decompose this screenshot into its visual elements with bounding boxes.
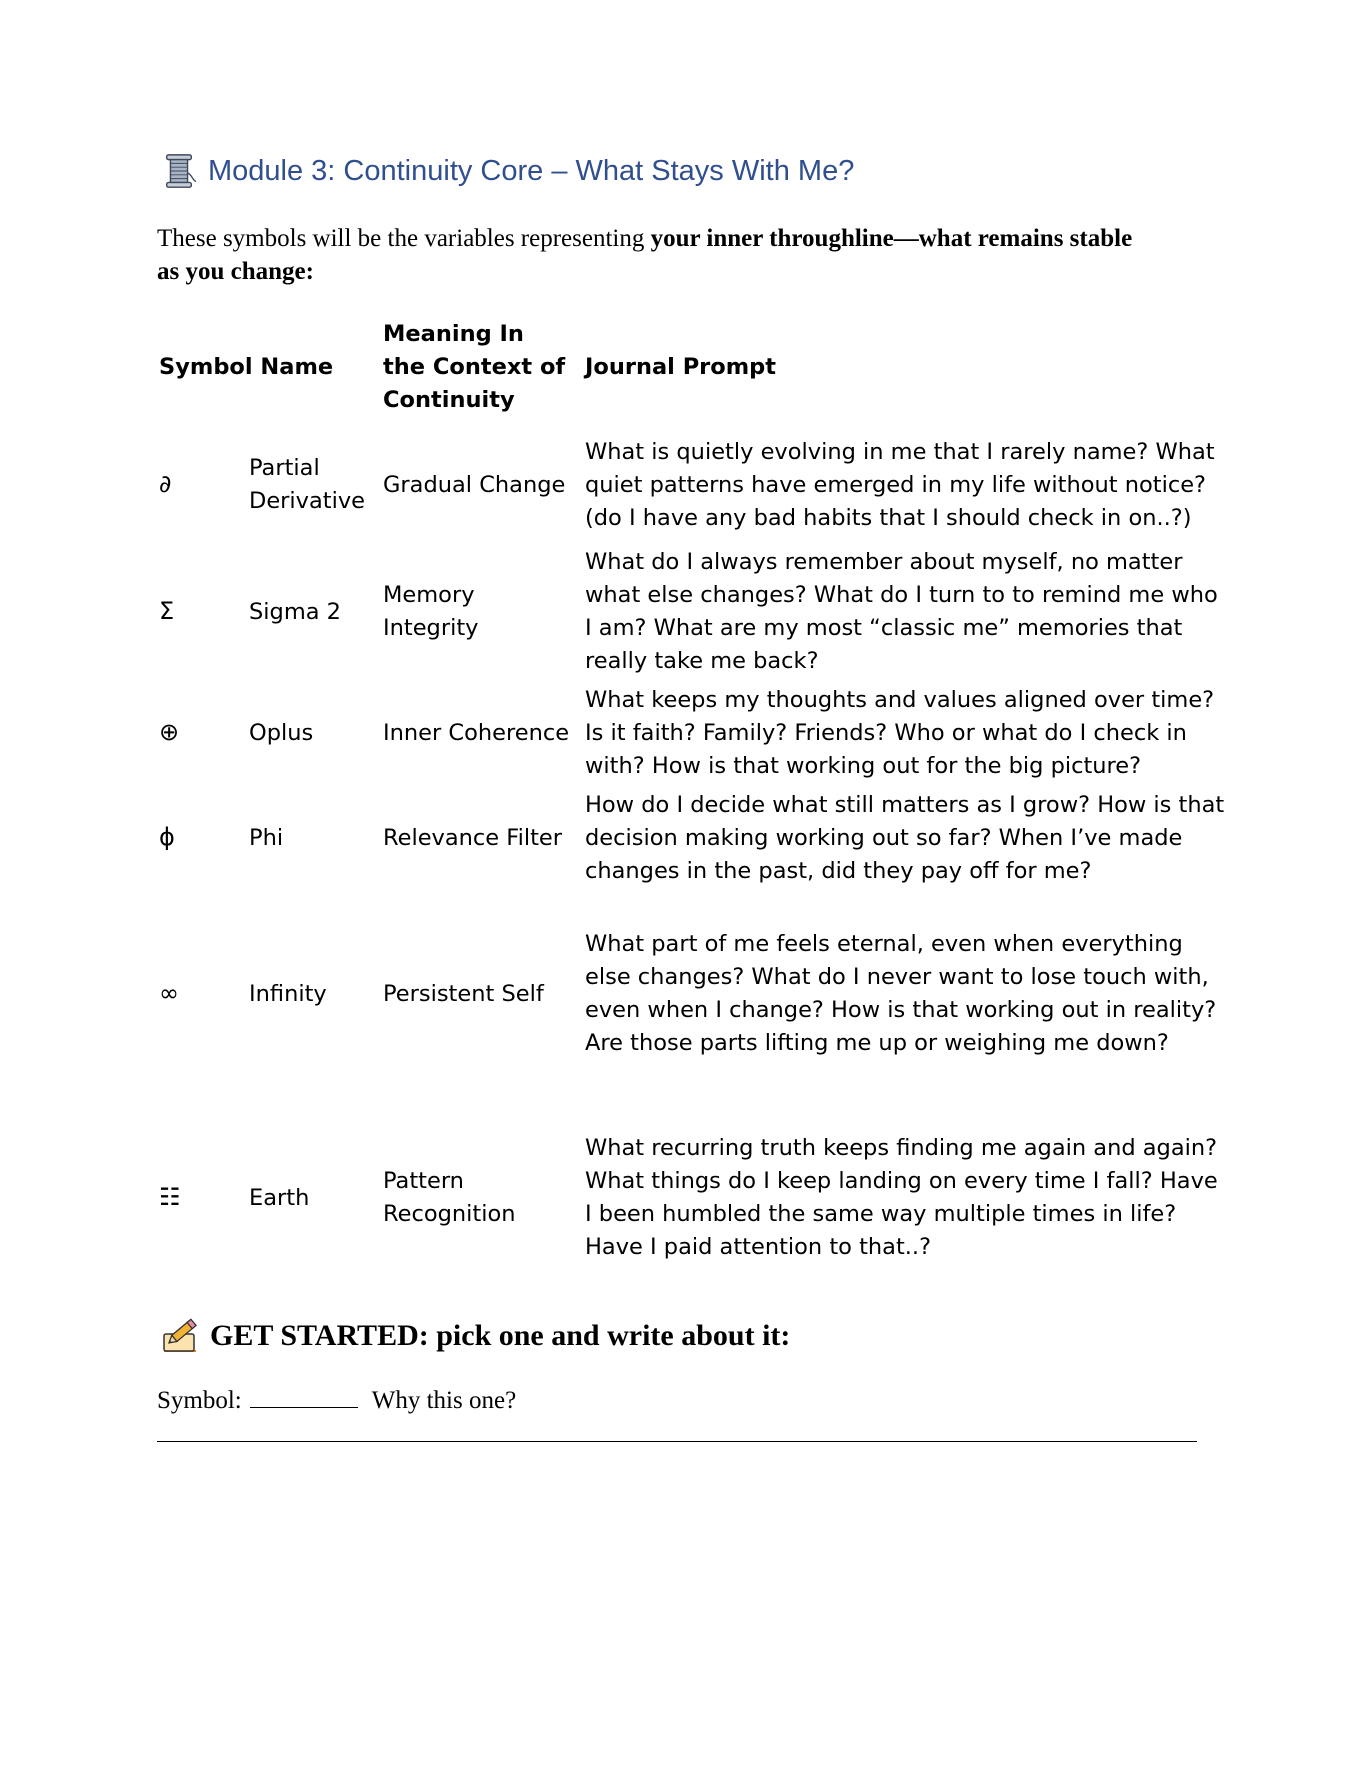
table-row bbox=[153, 681, 1231, 785]
symbol-name-cell: Sigma 2 bbox=[249, 598, 341, 625]
pencil-writing-icon bbox=[160, 1318, 200, 1354]
symbol-name-cell: Partial Derivative bbox=[249, 455, 366, 514]
why-label: Why this one? bbox=[371, 1387, 517, 1414]
module-title-text: Module 3: Continuity Core – What Stays With Me? bbox=[208, 154, 855, 187]
module-title bbox=[160, 152, 854, 190]
prompt-cell: What keeps my thoughts and values aligned over time? Is it faith? Family? Friends? Who or what do I check in with? How is that working out for the big picture? bbox=[585, 686, 1215, 779]
prompt-cell: What do I always remember about myself, no matter what else changes? What do I turn to to remind me who I am? What are my most “classic me” memories that really take me back? bbox=[585, 549, 1218, 674]
symbol-cell bbox=[153, 427, 243, 543]
symbol-cell bbox=[153, 1097, 243, 1299]
infinity-symbol: ∞ bbox=[159, 979, 179, 1007]
spool-of-thread-icon bbox=[160, 152, 198, 190]
get-started-text: GET STARTED: pick one and write about it: bbox=[210, 1319, 791, 1352]
table-row bbox=[153, 543, 1231, 681]
meaning-cell: Memory Integrity bbox=[383, 582, 479, 641]
prompt-cell: What part of me feels eternal, even when everything else changes? What do I never want to lose touch with, even when I change? How is that working out in reality? Are those parts lifting me up or weighing me down? bbox=[585, 931, 1217, 1056]
intro-text: These symbols will be the variables representing bbox=[157, 225, 651, 252]
table-row bbox=[153, 427, 1231, 543]
header-symbol-name: Symbol Name bbox=[159, 354, 334, 380]
symbol-name-cell: Earth bbox=[249, 1184, 310, 1211]
symbol-cell bbox=[153, 543, 243, 681]
prompt-cell: What recurring truth keeps finding me again and again? What things do I keep landing on every time I fall? Have I been humbled the same way multiple times in life? Have I paid attention to that..? bbox=[585, 1135, 1218, 1260]
symbol-blank-field[interactable] bbox=[250, 1385, 358, 1408]
earth-trigram-symbol: ☷ bbox=[159, 1183, 181, 1211]
header-meaning bbox=[377, 318, 579, 427]
meaning-cell: Pattern Recognition bbox=[383, 1168, 516, 1227]
symbol-name-cell: Infinity bbox=[249, 980, 327, 1007]
table-row bbox=[153, 785, 1231, 891]
intro-paragraph bbox=[157, 222, 1137, 288]
meaning-cell: Gradual Change bbox=[383, 471, 566, 498]
get-started-heading bbox=[160, 1318, 790, 1354]
header-journal-prompt: Journal Prompt bbox=[585, 354, 777, 380]
header-meaning-text: Meaning In the Context of Continuity bbox=[383, 321, 566, 413]
prompt-cell: How do I decide what still matters as I grow? How is that decision making working out so far? When I’ve made changes in the past, did they pay off for me? bbox=[585, 791, 1225, 884]
meaning-cell: Relevance Filter bbox=[383, 824, 563, 851]
symbol-name-cell: Phi bbox=[249, 824, 284, 851]
symbol-cell bbox=[153, 891, 243, 1097]
phi-symbol: ϕ bbox=[159, 823, 175, 851]
answer-blank-line[interactable] bbox=[157, 1441, 1197, 1442]
table-header-row bbox=[153, 318, 1231, 427]
sigma-symbol: Σ bbox=[159, 597, 175, 625]
oplus-symbol: ⊕ bbox=[159, 718, 180, 746]
meaning-cell: Inner Coherence bbox=[383, 719, 570, 746]
table-row bbox=[153, 1097, 1231, 1299]
symbol-name-cell: Oplus bbox=[249, 719, 314, 746]
symbol-cell bbox=[153, 681, 243, 785]
symbol-answer-row bbox=[157, 1385, 516, 1415]
symbol-cell bbox=[153, 785, 243, 891]
partial-derivative-symbol: ∂ bbox=[159, 470, 172, 498]
intro-bold-text: your inner throughline—what remains stable as you change: bbox=[157, 225, 1133, 285]
prompt-cell: What is quietly evolving in me that I rarely name? What quiet patterns have emerged in my life without notice? (do I have any bad habits that I should check in on..?) bbox=[585, 438, 1215, 531]
meaning-cell: Persistent Self bbox=[383, 980, 544, 1007]
symbol-label: Symbol: bbox=[157, 1387, 242, 1414]
table-row bbox=[153, 891, 1231, 1097]
symbols-table bbox=[153, 318, 1231, 1299]
